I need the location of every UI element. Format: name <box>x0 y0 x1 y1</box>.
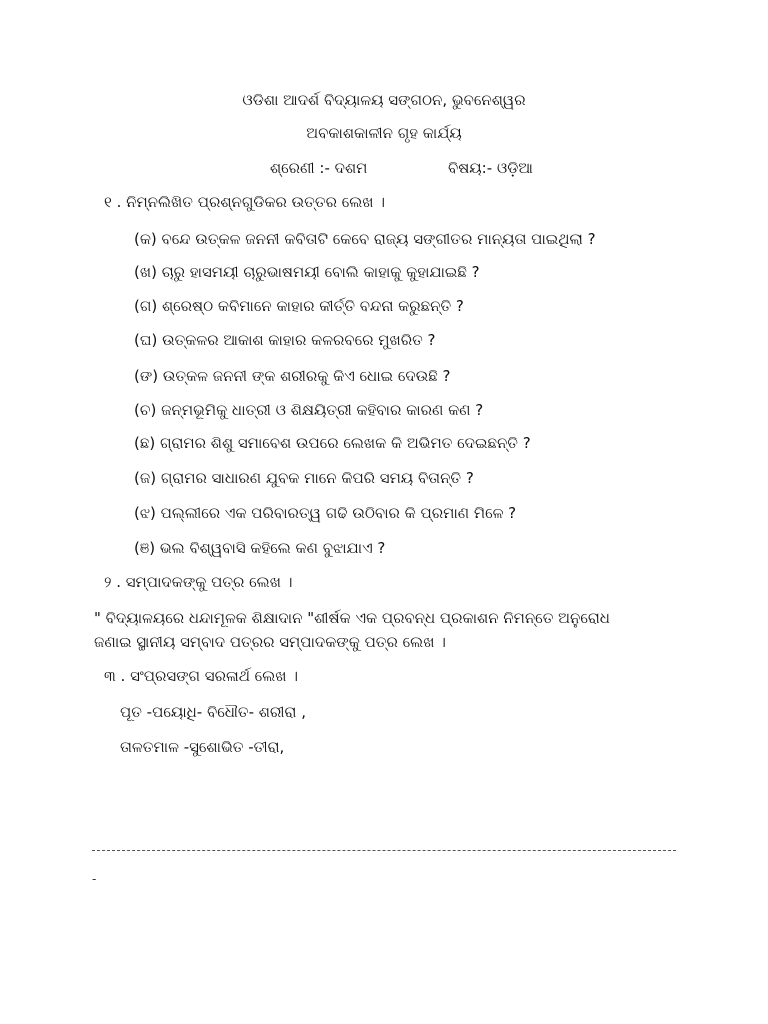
question-item: (ଚ) ଜନ୍ମଭୂମିକୁ ଧାତ୍ରୀ ଓ ଶିକ୍ଷୟିତ୍ରୀ କହିବାର କାରଣ କଣ ? <box>134 401 484 419</box>
verse-line-1: ପୂତ -ପୟୋଧି- ବିଧୌତ- ଶରୀରା , <box>120 703 307 721</box>
class-subject-line <box>0 156 768 178</box>
document-title: ଅବକାଶକାଳୀନ ଗୃହ କାର୍ଯ୍ୟ <box>306 124 462 142</box>
question-item: (ଙ) ଉତ୍କଳ ଜନନୀ ଙ୍କ ଶରୀରକୁ କିଏ ଧୋଇ ଦେଉଛି ? <box>134 367 451 385</box>
question-item: (ଞ) ଭଲ ବିଶ୍ୱବାସି କହିଲେ କଣ ବୁଝାଯାଏ ? <box>134 539 386 557</box>
question-item: (ଗ) ଶ୍ରେଷ୍ଠ କବିମାନେ କାହାର କୀର୍ତ୍ତି ବନ୍ଦନା କରୁଛନ୍ତି ? <box>134 297 464 315</box>
section-3-heading: ୩ . ସଂପ୍ରସଙ୍ଗ ସରଳାର୍ଥ ଲେଖ । <box>104 667 298 685</box>
question-item: (ଝ) ପଲ୍ଲୀରେ ଏକ ପରିବାରତ୍ୱ ଗଢି ଉଠିବାର କି ପ୍ରମାଣ ମିଳେ ? <box>134 504 517 522</box>
class-label: ଶ୍ରେଣୀ :- ଦଶମ <box>270 159 368 177</box>
separator-tail: - <box>92 872 97 886</box>
section-1-heading: ୧ . ନିମ୍ନଲିଖିତ ପ୍ରଶ୍ନଗୁଡିକର ଉତ୍ତର ଲେଖ । <box>104 193 386 211</box>
question-item: (କ) ବନ୍ଦେ ଉତ୍କଳ ଜନନୀ କବିତାଟି କେବେ ରାଜ୍ୟ ସଙ୍ଗୀତର ମାନ୍ୟତା ପାଇଥିଲା ? <box>134 230 596 248</box>
question-item: (ଖ) ଚାରୁ ହାସମୟୀ ଚାରୁଭାଷମୟୀ ବୋଲି କାହାକୁ କୁହାଯାଇଛି ? <box>134 263 480 281</box>
question-item: (ଘ) ଉତ୍କଳର ଆକାଶ କାହାର କଳରବରେ ମୁଖରିତ ? <box>134 331 436 349</box>
question-item: (ଜ) ଗ୍ରାମର ସାଧାରଣ ଯୁବକ ମାନେ କିପରି ସମୟ ବିତାନ୍ତି ? <box>134 469 474 487</box>
organization-title: ଓଡିଶା ଆଦର୍ଶ ବିଦ୍ୟାଳୟ ସଙ୍ଗଠନ, ଭୁବନେଶ୍ୱର <box>242 91 526 109</box>
section-2-heading: ୨ . ସମ୍ପାଦକଙ୍କୁ ପତ୍ର ଲେଖ । <box>104 573 293 591</box>
section-2-body-line-1: " ବିଦ୍ୟାଳୟରେ ଧନ୍ଦାମୂଳକ ଶିକ୍ଷାଦାନ "ଶୀର୍ଷକ ଏକ ପ୍ରବନ୍ଧ ପ୍ରକାଶନ ନିମନ୍ତେ ଅନୁରୋଧ <box>94 609 610 627</box>
section-2-body-line-2: ଜଣାଇ ସ୍ଥାନୀୟ ସମ୍ବାଦ ପତ୍ରର ସମ୍ପାଦକଙ୍କୁ ପତ୍ର ଲେଖ । <box>94 633 446 651</box>
dashed-separator <box>92 850 676 851</box>
question-item: (ଛ) ଗ୍ରାମର ଶିଶୁ ସମାବେଶ ଉପରେ ଲେଖକ କି ଅଭିମତ ଦେଇଛନ୍ତି ? <box>134 434 531 452</box>
subject-label: ବିଷୟ:- ଓଡ଼ିଆ <box>448 159 533 177</box>
verse-line-2: ତାଳତମାଳ -ସୁଶୋଭିତ -ତୀରା, <box>120 738 285 756</box>
